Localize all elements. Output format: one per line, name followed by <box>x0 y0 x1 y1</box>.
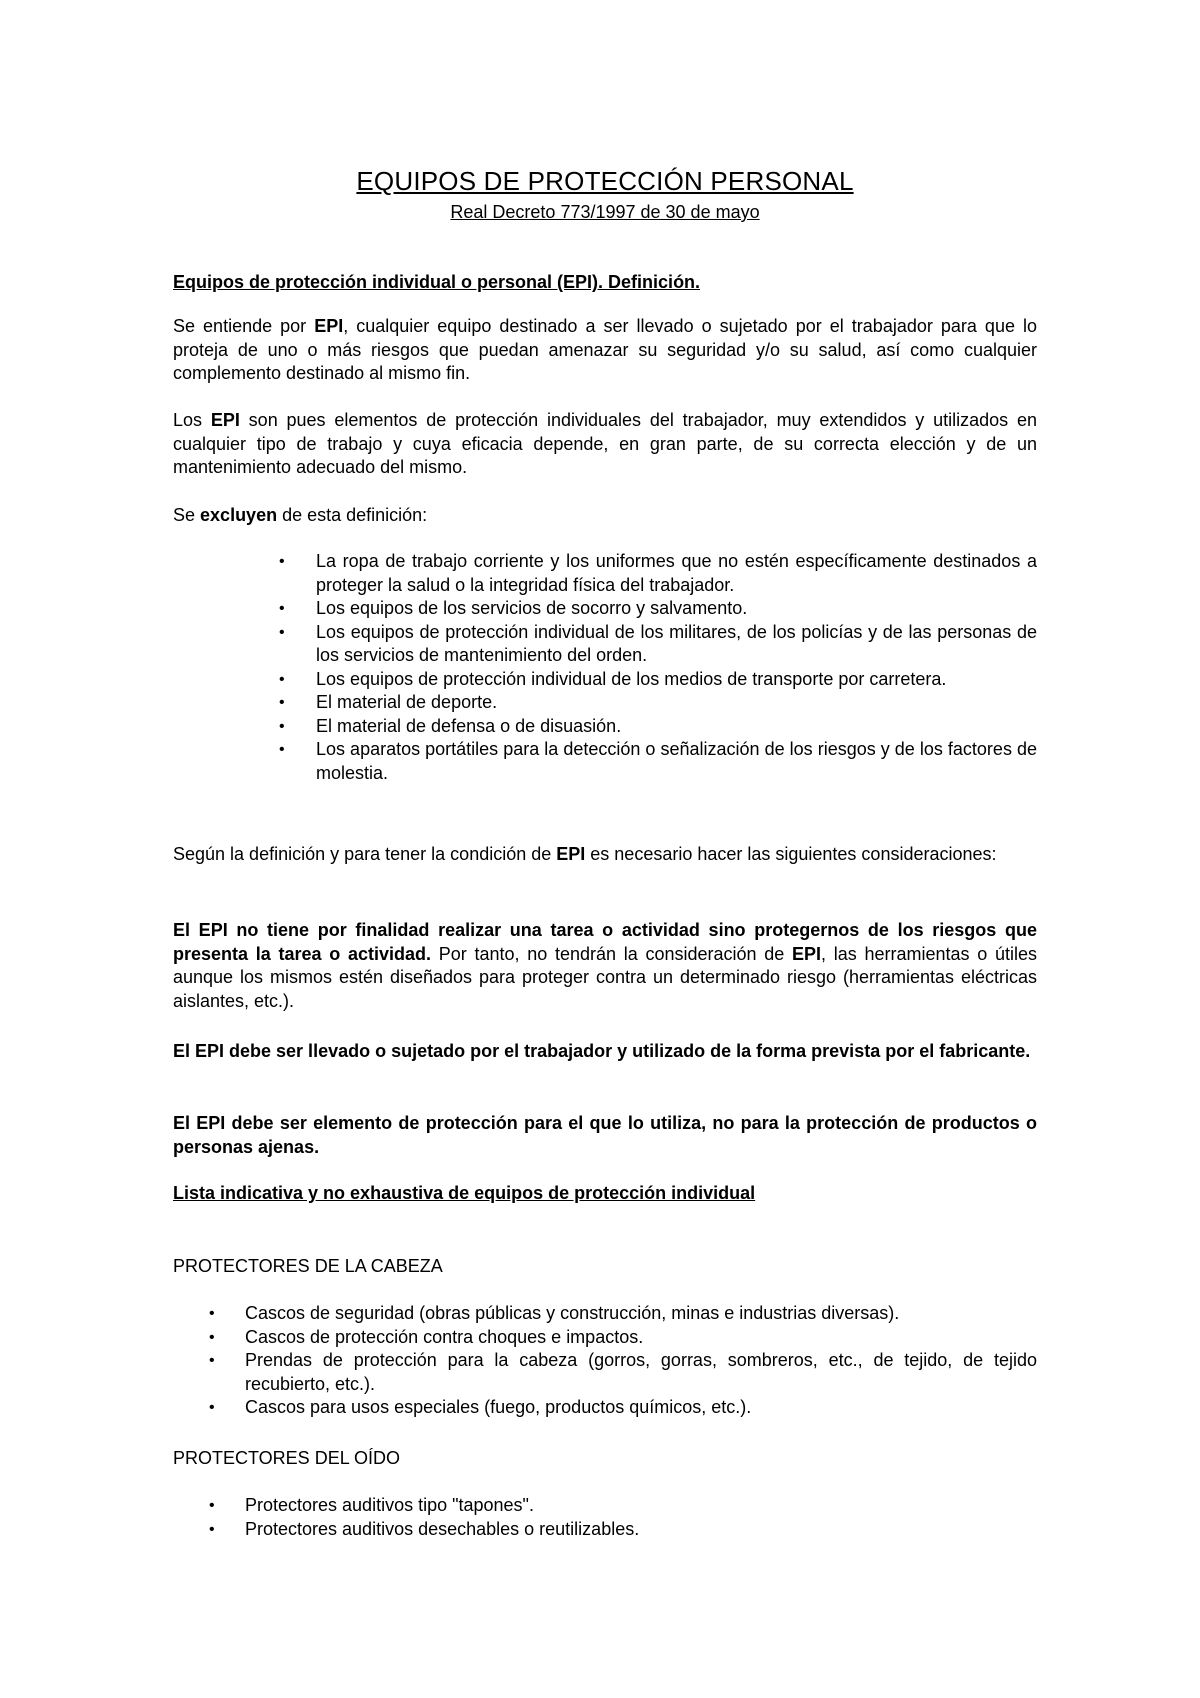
text-span-bold: EPI <box>556 844 586 864</box>
bullet-icon: • <box>209 1497 215 1514</box>
list-item <box>279 550 1037 597</box>
list-item <box>279 668 1037 692</box>
paragraph-exclusions-intro <box>173 504 1037 528</box>
heading-head-protectors: PROTECTORES DE LA CABEZA <box>173 1256 443 1276</box>
list-item-text: Protectores auditivos tipo "tapones". <box>245 1495 534 1515</box>
list-item-text: Protectores auditivos desechables o reutilizables. <box>245 1518 640 1539</box>
text-span: es necesario hacer las siguientes consideraciones: <box>585 844 997 864</box>
text-span: , cualquier equipo destinado a ser llevado o sujetado por el trabajador para que lo proteja de uno o más riesgos que puedan amenazar su seguridad y/o su salud, así como cualquier complemento destinado al mismo fin. <box>173 316 1037 383</box>
text-span: Los <box>173 410 211 430</box>
list-item-text: Los equipos de protección individual de los medios de transporte por carretera. <box>316 668 947 689</box>
text-span: de esta definición: <box>277 505 428 525</box>
text-span-bold: EPI <box>314 316 344 336</box>
list-item <box>209 1302 1037 1326</box>
text-span: Por tanto, no tendrán la consideración de <box>431 943 792 964</box>
text-span-bold: EPI <box>792 943 822 964</box>
list-item-text: Los aparatos portátiles para la detección o señalización de los riesgos y de los factores de molestia. <box>316 739 1037 783</box>
text-span-bold: excluyen <box>200 505 278 525</box>
list-item <box>209 1518 1037 1542</box>
bullet-icon: • <box>209 1305 215 1322</box>
paragraph-definition <box>173 315 1037 386</box>
head-protectors-list <box>209 1302 1037 1420</box>
list-item-text: La ropa de trabajo corriente y los uniformes que no estén específicamente destinados a proteger la salud o la integridad física del trabajador. <box>316 551 1037 595</box>
text-span: son pues elementos de protección individuales del trabajador, muy extendidos y utilizados en cualquier tipo de trabajo y cuya eficacia depende, en gran parte, de su correcta elección y de un mantenimiento adecuado del mismo. <box>173 410 1037 477</box>
list-item-text: El material de deporte. <box>316 692 498 712</box>
paragraph-epi-elements <box>173 409 1037 480</box>
list-item <box>279 691 1037 715</box>
list-item <box>209 1494 1037 1518</box>
text-span: Según la definición y para tener la condición de <box>173 844 557 864</box>
list-item-text: El material de defensa o de disuasión. <box>316 715 622 736</box>
text-span-bold: El EPI no tiene por finalidad realizar una tarea o actividad sino protegernos de los riesgos que presenta la tarea o actividad. <box>173 920 1037 964</box>
bullet-icon: • <box>279 623 285 641</box>
exclusions-list <box>279 550 1037 785</box>
bullet-icon: • <box>209 1520 215 1538</box>
heading-ear-protectors: PROTECTORES DEL OÍDO <box>173 1448 401 1468</box>
list-item-text: Cascos de protección contra choques e impactos. <box>245 1326 644 1347</box>
list-item-text: Cascos de seguridad (obras públicas y construcción, minas e industrias diversas). <box>245 1303 900 1323</box>
list-item-text: Los equipos de protección individual de los militares, de los policías y de las personas de los servicios de mantenimiento del orden. <box>316 621 1037 665</box>
list-item <box>209 1326 1037 1350</box>
bullet-icon: • <box>279 600 285 617</box>
document-subtitle: Real Decreto 773/1997 de 30 de mayo <box>450 202 760 222</box>
list-item-text: Prendas de protección para la cabeza (gorros, gorras, sombreros, etc., de tejido, de tejido recubierto, etc.). <box>245 1350 1037 1394</box>
list-item-text: Los equipos de los servicios de socorro y salvamento. <box>316 598 748 618</box>
bullet-icon: • <box>209 1399 215 1416</box>
text-span: Se <box>173 505 201 525</box>
paragraph-epi-user: El EPI debe ser elemento de protección para el que lo utiliza, no para la protección de productos o personas ajenas. <box>173 1113 1037 1157</box>
list-item <box>279 621 1037 668</box>
section-heading-definition: Equipos de protección individual o personal (EPI). Definición. <box>173 272 701 292</box>
section-heading-list: Lista indicativa y no exhaustiva de equipos de protección individual <box>173 1183 756 1203</box>
list-item <box>279 715 1037 739</box>
bullet-icon: • <box>279 741 285 758</box>
text-span-bold: EPI <box>210 410 240 430</box>
text-span: , las herramientas o útiles aunque los mismos estén diseñados para proteger contra un determinado riesgo (herramientas eléctricas aislantes, etc.). <box>173 943 1037 1011</box>
paragraph-epi-purpose <box>173 919 1037 1013</box>
list-item <box>209 1349 1037 1396</box>
bullet-icon: • <box>209 1352 215 1369</box>
list-item <box>279 597 1037 621</box>
list-item <box>209 1396 1037 1420</box>
bullet-icon: • <box>279 717 285 735</box>
bullet-icon: • <box>209 1328 215 1346</box>
ear-protectors-list <box>209 1494 1037 1541</box>
bullet-icon: • <box>279 553 285 570</box>
paragraph-epi-worn: El EPI debe ser llevado o sujetado por el trabajador y utilizado de la forma prevista por el fabricante. <box>173 1041 1031 1061</box>
text-span: Se entiende por <box>173 316 315 336</box>
bullet-icon: • <box>279 694 285 711</box>
document-title: EQUIPOS DE PROTECCIÓN PERSONAL <box>356 166 854 196</box>
list-item <box>279 738 1037 785</box>
list-item-text: Cascos para usos especiales (fuego, productos químicos, etc.). <box>245 1397 752 1417</box>
paragraph-considerations <box>173 843 1037 867</box>
bullet-icon: • <box>279 670 285 688</box>
